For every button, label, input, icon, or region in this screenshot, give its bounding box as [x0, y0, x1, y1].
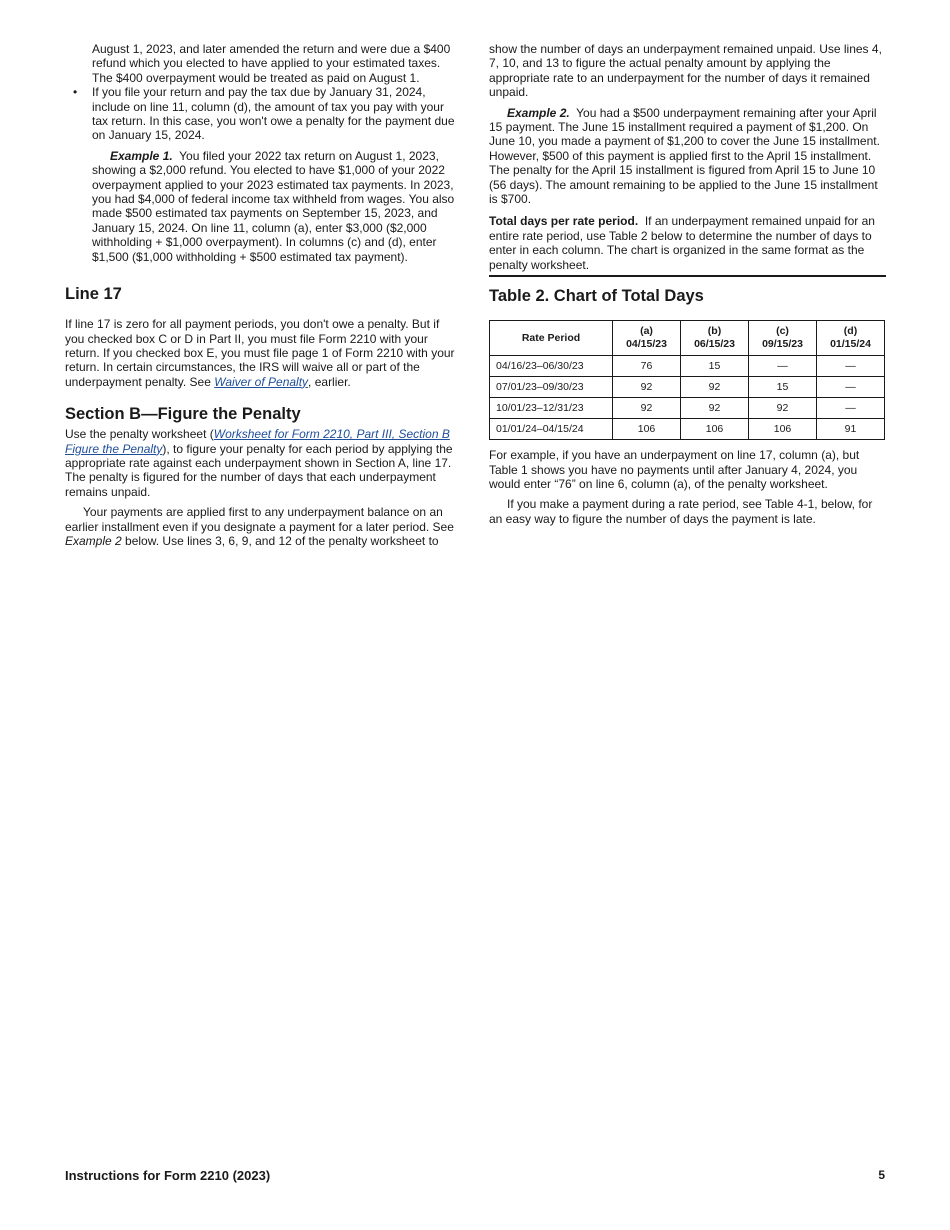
- table-row: [490, 398, 885, 419]
- days-cell: 106: [681, 419, 749, 440]
- example-2-paragraph: [489, 106, 886, 207]
- line-17-text-end: , earlier.: [308, 374, 351, 389]
- table-header-row: [490, 321, 885, 356]
- example-1-text: You filed your 2022 tax return on August 1, 2023, showing a $2,000 refund. You elected to have $1,000 of your 2022 overpayment applied to your 2023 estimated tax payments. In 2023, you had $4,000 of federal income tax withheld from wages. You also made $500 estimated tax payments on September 15, 2023, and January 15, 2024. On line 11, column (a), enter $3,000 ($2,000 withholding + $1,000 overpayment). In columns (c) and (d), enter $1,500 ($1,000 withholding + $500 estimated tax payment).: [92, 148, 455, 264]
- example-1-label: Example 1.: [110, 148, 173, 163]
- example-1-paragraph: [65, 149, 461, 264]
- page-number: 5: [878, 1168, 885, 1182]
- days-cell: 15: [749, 377, 817, 398]
- total-days-text: If an underpayment remained unpaid for an entire rate period, use Table 2 below to determine the number of days to enter in each column. The chart is organized in the same format as the penalty worksheet.: [489, 214, 875, 272]
- payments-text-end: below. Use lines 3, 6, 9, and 12 of the penalty worksheet to: [125, 533, 439, 548]
- total-days-table: [489, 320, 885, 440]
- header-col-d: (d) 01/15/24: [817, 321, 885, 356]
- days-cell: 76: [613, 356, 681, 377]
- days-cell: 106: [749, 419, 817, 440]
- rate-period-cell: 10/01/23–12/31/23: [490, 398, 613, 419]
- header-col-c: (c) 09/15/23: [749, 321, 817, 356]
- header-col-a: (a) 04/15/23: [613, 321, 681, 356]
- payments-text-start: Your payments are applied first to any underpayment balance on an earlier installment even if you designate a payment for a later period. See: [65, 505, 454, 534]
- example-2-text: You had a $500 underpayment remaining after your April 15 payment. The June 15 installment required a payment of $1,200. On June 10, you made a payment of $1,200 to cover the June 15 installment. However, $500 of this payment is applied first to the April 15 installment. The penalty for the April 15 installment is figured from April 15 to June 10 (56 days). The amount remaining to be applied to the June 15 installment is $700.: [489, 105, 880, 207]
- section-b-text-start: Use the penalty worksheet (: [65, 427, 214, 442]
- days-cell: 92: [681, 398, 749, 419]
- header-col-b: (b) 06/15/23: [681, 321, 749, 356]
- table-row: [490, 377, 885, 398]
- line-17-text: If line 17 is zero for all payment periods, you don't owe a penalty. But if you checked box C or D in Part II, you must file Form 2210 with your return. If you checked box E, you must file page 1 of Form 2210 with your return. In certain circumstances, the IRS will waive all or part of the underpayment penalty. See: [65, 317, 455, 389]
- example-2-reference: Example 2: [65, 533, 122, 548]
- days-cell: 92: [749, 398, 817, 419]
- days-cell: 91: [817, 419, 885, 440]
- section-b-paragraph: [65, 427, 461, 499]
- days-cell: —: [817, 377, 885, 398]
- last-paragraph: If you make a payment during a rate period, see Table 4-1, below, for an easy way to figure the number of days the payment is late.: [489, 497, 873, 526]
- intro-paragraph: August 1, 2023, and later amended the return and were due a $400 refund which you elected to have applied to your estimated taxes. The $400 overpayment would be treated as paid on August 1.: [92, 42, 451, 85]
- continuation-paragraph: show the number of days an underpayment remained unpaid. Use lines 4, 7, 10, and 13 to figure the actual penalty amount by applying the appropriate rate to an underpayment for the number of days it remained unpaid.: [489, 42, 882, 100]
- right-column: [489, 42, 886, 526]
- header-rate-period: Rate Period: [490, 321, 613, 356]
- days-cell: —: [817, 356, 885, 377]
- section-divider: [489, 275, 886, 277]
- days-cell: 106: [613, 419, 681, 440]
- table-row: [490, 356, 885, 377]
- rate-period-cell: 01/01/24–04/15/24: [490, 419, 613, 440]
- waiver-of-penalty-link[interactable]: Waiver of Penalty: [214, 374, 309, 389]
- after-table-paragraph: For example, if you have an underpayment on line 17, column (a), but Table 1 shows you have no payments until after January 4, 2024, you would enter “76” on line 6, column (a), of the penalty worksheet.: [489, 448, 860, 491]
- table-title: Table 2. Chart of Total Days: [489, 287, 704, 306]
- rate-period-cell: 07/01/23–09/30/23: [490, 377, 613, 398]
- days-cell: 92: [613, 377, 681, 398]
- left-column: [65, 42, 461, 548]
- line-17-heading: Line 17: [65, 285, 122, 304]
- days-cell: 92: [681, 377, 749, 398]
- rate-period-cell: 04/16/23–06/30/23: [490, 356, 613, 377]
- bullet-dot-icon: •: [73, 85, 78, 100]
- payments-paragraph: [65, 505, 461, 548]
- days-cell: 15: [681, 356, 749, 377]
- section-b-text-end: ), to figure your penalty for each period by applying the appropriate rate against each underpayment shown in Section A, line 17. The penalty is figured for the number of days that each underpayment remains unpaid.: [65, 441, 453, 499]
- days-cell: —: [749, 356, 817, 377]
- footer-title: Instructions for Form 2210 (2023): [65, 1168, 271, 1183]
- total-days-label: Total days per rate period.: [489, 214, 639, 229]
- days-cell: —: [817, 398, 885, 419]
- example-2-label: Example 2.: [507, 105, 570, 120]
- bullet-text: If you file your return and pay the tax due by January 31, 2024, include on line 11, column (d), the amount of tax you pay with your tax return. In this case, you won't owe a penalty for the payment due on January 15, 2024.: [92, 85, 455, 143]
- worksheet-link[interactable]: Worksheet for Form 2210, Part III, Section B Figure the Penalty: [65, 427, 450, 456]
- total-days-paragraph: [489, 214, 886, 272]
- days-cell: 92: [613, 398, 681, 419]
- table-row: [490, 419, 885, 440]
- bullet-item: [65, 85, 461, 143]
- section-b-heading: Section B—Figure the Penalty: [65, 405, 301, 424]
- line-17-paragraph: [65, 317, 461, 389]
